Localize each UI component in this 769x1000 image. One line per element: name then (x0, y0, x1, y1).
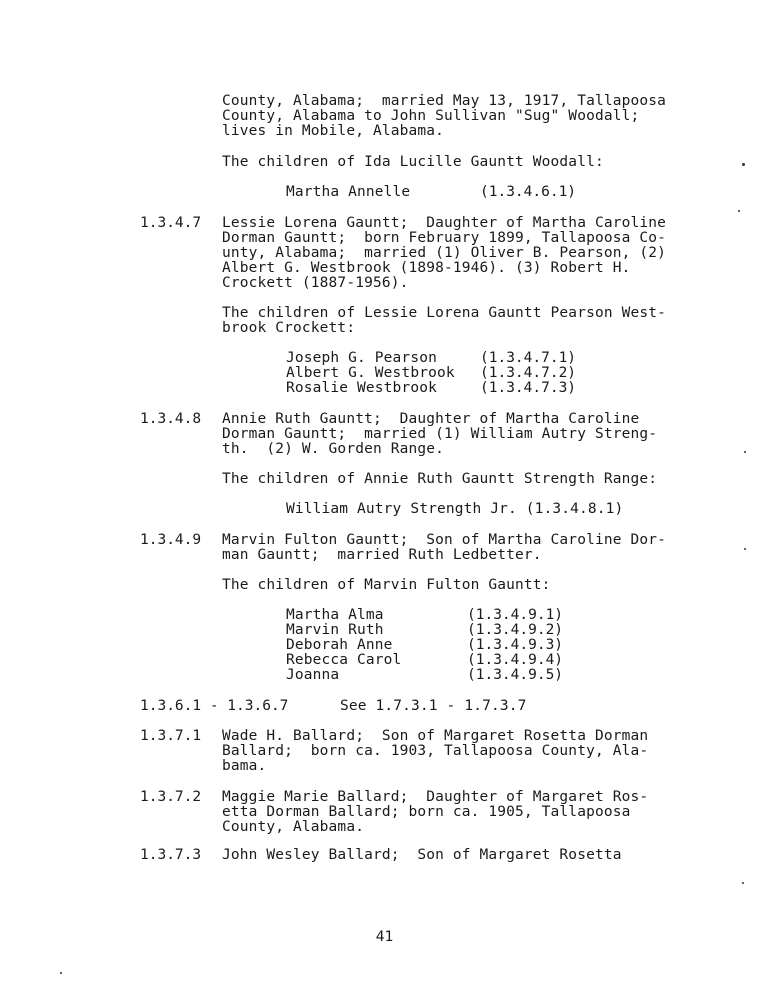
text-line: Maggie Marie Ballard; Daughter of Margaret Ros- (222, 789, 649, 805)
see-reference: See 1.7.3.1 - 1.7.3.7 (340, 698, 527, 714)
child-name: Joanna (286, 667, 340, 683)
child-name: Albert G. Westbrook (286, 365, 455, 381)
children-heading: brook Crockett: (222, 320, 356, 336)
scan-speck (744, 451, 746, 453)
text-line: bama. (222, 758, 267, 774)
text-line: lives in Mobile, Alabama. (222, 123, 444, 139)
text-line: Dorman Gauntt; born February 1899, Tallapoosa Co- (222, 230, 666, 246)
child-name: Martha Annelle (286, 184, 411, 200)
page-number: 41 (375, 929, 394, 945)
child-ref: (1.3.4.7.2) (480, 365, 577, 381)
child-name: Joseph G. Pearson (286, 350, 437, 366)
child-ref: (1.3.4.7.1) (480, 350, 577, 366)
text-line: Dorman Gauntt; married (1) William Autry Streng- (222, 426, 658, 442)
entry-number: 1.3.4.7 (140, 215, 202, 231)
scan-speck (742, 882, 744, 884)
text-line: County, Alabama; married May 13, 1917, Tallapoosa (222, 93, 666, 109)
text-line: John Wesley Ballard; Son of Margaret Rosetta (222, 847, 622, 863)
child-name: Marvin Ruth (286, 622, 384, 638)
text-line: Ballard; born ca. 1903, Tallapoosa County, Ala- (222, 743, 649, 759)
scan-speck (742, 163, 745, 166)
text-line: Lessie Lorena Gauntt; Daughter of Martha Caroline (222, 215, 666, 231)
entry-number: 1.3.7.2 (140, 789, 202, 805)
entry-number: 1.3.4.9 (140, 532, 202, 548)
text-line: Marvin Fulton Gauntt; Son of Martha Caroline Dor- (222, 532, 666, 548)
children-heading: The children of Annie Ruth Gauntt Strength Range: (222, 471, 658, 487)
child-ref: (1.3.4.6.1) (480, 184, 577, 200)
child-ref: (1.3.4.9.2) (467, 622, 564, 638)
text-line: Crockett (1887-1956). (222, 275, 409, 291)
child-name: Martha Alma (286, 607, 384, 623)
scan-speck (60, 972, 62, 974)
child-name: William Autry Strength Jr. (1.3.4.8.1) (286, 501, 624, 517)
see-range: 1.3.6.1 - 1.3.6.7 (140, 698, 289, 714)
text-line: Albert G. Westbrook (1898-1946). (3) Robert H. (222, 260, 631, 276)
entry-number: 1.3.7.3 (140, 847, 202, 863)
child-ref: (1.3.4.9.4) (467, 652, 564, 668)
children-heading: The children of Lessie Lorena Gauntt Pearson West- (222, 305, 666, 321)
child-name: Rosalie Westbrook (286, 380, 437, 396)
scan-speck (738, 210, 740, 212)
children-heading: The children of Marvin Fulton Gauntt: (222, 577, 551, 593)
text-line: th. (2) W. Gorden Range. (222, 441, 444, 457)
text-line: County, Alabama to John Sullivan "Sug" Woodall; (222, 108, 640, 124)
text-line: County, Alabama. (222, 819, 365, 835)
entry-number: 1.3.7.1 (140, 728, 202, 744)
child-ref: (1.3.4.7.3) (480, 380, 577, 396)
child-ref: (1.3.4.9.5) (467, 667, 564, 683)
child-name: Deborah Anne (286, 637, 393, 653)
child-ref: (1.3.4.9.3) (467, 637, 564, 653)
children-heading: The children of Ida Lucille Gauntt Woodall: (222, 154, 604, 170)
text-line: man Gauntt; married Ruth Ledbetter. (222, 547, 542, 563)
child-ref: (1.3.4.9.1) (467, 607, 564, 623)
entry-number: 1.3.4.8 (140, 411, 202, 427)
text-line: etta Dorman Ballard; born ca. 1905, Tallapoosa (222, 804, 631, 820)
text-line: Annie Ruth Gauntt; Daughter of Martha Caroline (222, 411, 640, 427)
child-name: Rebecca Carol (286, 652, 402, 668)
text-line: unty, Alabama; married (1) Oliver B. Pearson, (2) (222, 245, 666, 261)
text-line: Wade H. Ballard; Son of Margaret Rosetta Dorman (222, 728, 649, 744)
scan-speck (744, 548, 746, 550)
